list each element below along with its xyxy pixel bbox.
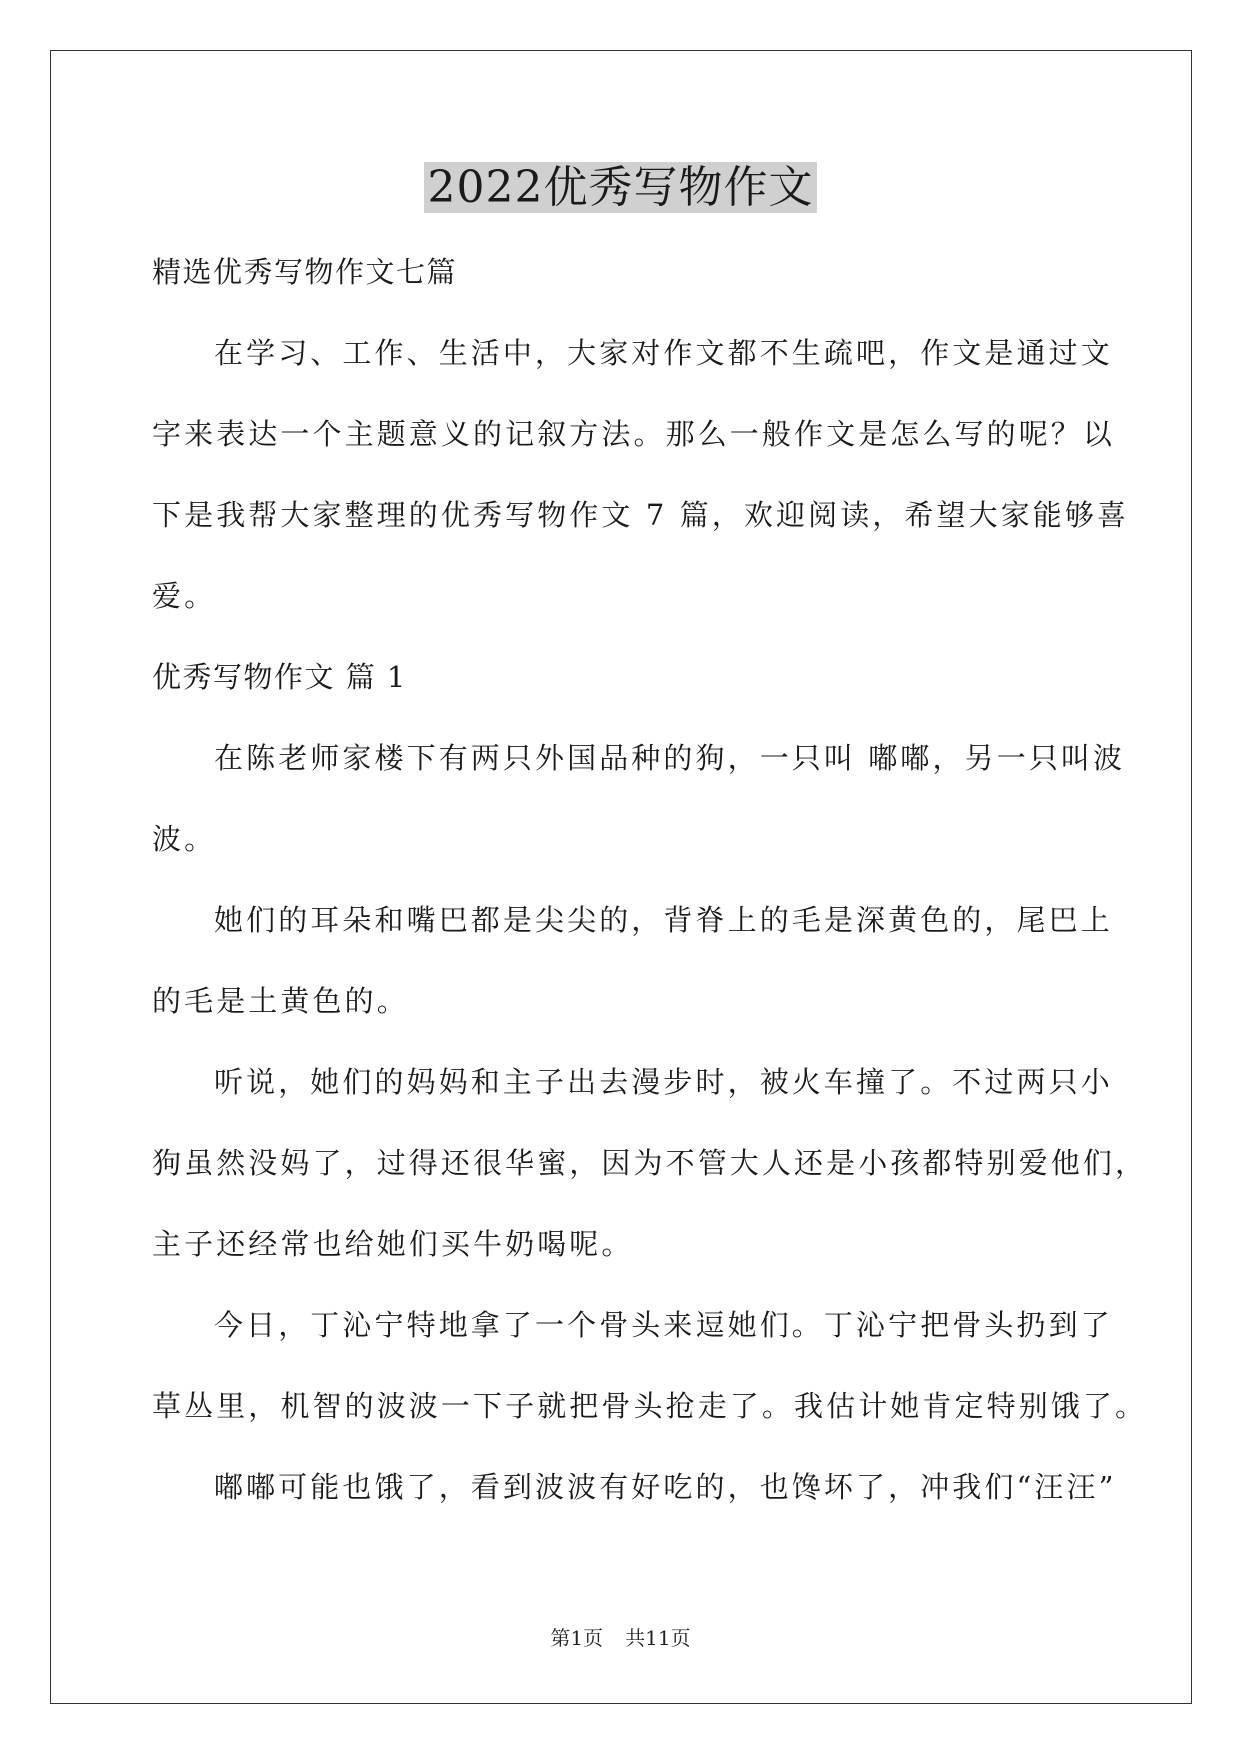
page-number: 第1页 bbox=[550, 1626, 604, 1650]
page-total: 共11页 bbox=[625, 1626, 691, 1650]
section-heading: 精选优秀写物作文七篇 bbox=[152, 255, 458, 289]
page-title-text: 2022优秀写物作文 bbox=[424, 162, 818, 213]
text-line: 的毛是土黄色的。 bbox=[152, 984, 409, 1018]
text-line: 狗虽然没妈了，过得还很华蜜，因为不管大人还是小孩都特别爱他们， bbox=[152, 1146, 1148, 1180]
text-line: 字来表达一个主题意义的记叙方法。那么一般作文是怎么写的呢？以 bbox=[152, 417, 1116, 451]
page-title bbox=[0, 158, 1241, 218]
section-heading: 优秀写物作文 篇 1 bbox=[152, 660, 407, 694]
text-line: 在学习、工作、生活中，大家对作文都不生疏吧，作文是通过文 bbox=[214, 336, 1113, 370]
document-body bbox=[152, 232, 1148, 1528]
text-line: 在陈老师家楼下有两只外国品种的狗，一只叫 嘟嘟，另一只叫波 bbox=[214, 741, 1126, 775]
text-line: 听说，她们的妈妈和主子出去漫步时，被火车撞了。不过两只小 bbox=[214, 1065, 1113, 1099]
text-line: 波。 bbox=[152, 822, 217, 856]
text-line: 主子还经常也给她们买牛奶喝呢。 bbox=[152, 1227, 634, 1261]
text-line: 下是我帮大家整理的优秀写物作文 7 篇，欢迎阅读，希望大家能够喜 bbox=[152, 498, 1130, 532]
text-line: 爱。 bbox=[152, 579, 217, 613]
text-line: 草丛里，机智的波波一下子就把骨头抢走了。我估计她肯定特别饿了。 bbox=[152, 1389, 1148, 1423]
text-line: 今日，丁沁宁特地拿了一个骨头来逗她们。丁沁宁把骨头扔到了 bbox=[214, 1308, 1113, 1342]
text-line: 嘟嘟可能也饿了，看到波波有好吃的，也馋坏了，冲我们“汪汪” bbox=[214, 1470, 1117, 1504]
text-line: 她们的耳朵和嘴巴都是尖尖的，背脊上的毛是深黄色的，尾巴上 bbox=[214, 903, 1113, 937]
page-footer bbox=[0, 1624, 1241, 1652]
